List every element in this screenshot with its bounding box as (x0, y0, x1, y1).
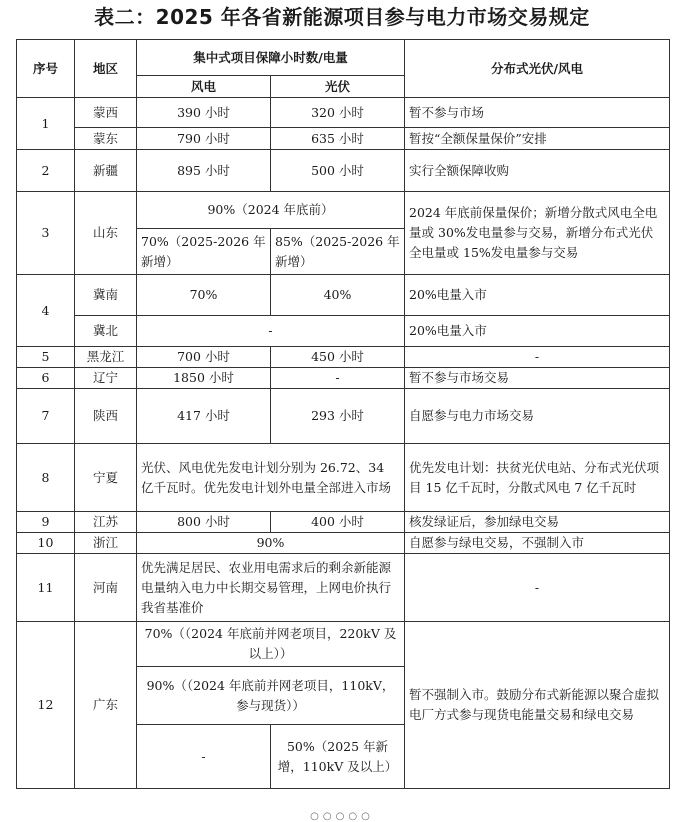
distributed-cell: 20%电量入市 (405, 275, 670, 316)
wind-cell: 390 小时 (137, 98, 271, 128)
table-row (17, 444, 670, 512)
region-cell: 冀南 (75, 275, 137, 316)
table-row (17, 192, 670, 229)
merged-centralized-cell: 光伏、风电优先发电计划分别为 26.72、34 亿千瓦时。优先发电计划外电量全部进入市场 (137, 444, 405, 512)
market-rules-table (16, 39, 670, 789)
seq-cell: 7 (17, 389, 75, 444)
region-cell: 蒙东 (75, 128, 137, 150)
wind-cell: 800 小时 (137, 512, 271, 533)
distributed-cell: 20%电量入市 (405, 316, 670, 347)
distributed-cell: - (405, 554, 670, 622)
header-wind: 风电 (137, 76, 271, 98)
table-row (17, 554, 670, 622)
solar-cell: 635 小时 (271, 128, 405, 150)
merged-centralized-cell: 90% (137, 533, 405, 554)
seq-cell: 9 (17, 512, 75, 533)
region-cell: 陕西 (75, 389, 137, 444)
wind-cell: 700 小时 (137, 347, 271, 368)
table-row (17, 368, 670, 389)
distributed-cell: - (405, 347, 670, 368)
wind-cell: 895 小时 (137, 150, 271, 192)
seq-cell: 11 (17, 554, 75, 622)
region-cell: 冀北 (75, 316, 137, 347)
header-solar: 光伏 (271, 76, 405, 98)
seq-cell: 6 (17, 368, 75, 389)
seq-cell: 2 (17, 150, 75, 192)
table-row (17, 128, 670, 150)
distributed-cell: 优先发电计划：扶贫光伏电站、分布式光伏项目 15 亿千瓦时，分散式风电 7 亿千瓦时 (405, 444, 670, 512)
distributed-cell: 核发绿证后，参加绿电交易 (405, 512, 670, 533)
merged-centralized-cell: 70%（（2024 年底前并网老项目，220kV 及以上）） (137, 622, 405, 667)
region-cell: 黑龙江 (75, 347, 137, 368)
solar-cell: - (271, 368, 405, 389)
table-row (17, 533, 670, 554)
distributed-cell: 暂按“全额保量保价”安排 (405, 128, 670, 150)
table-row (17, 98, 670, 128)
table-row (17, 347, 670, 368)
seq-cell: 5 (17, 347, 75, 368)
wind-cell: 790 小时 (137, 128, 271, 150)
seq-cell: 4 (17, 275, 75, 347)
seq-cell: 8 (17, 444, 75, 512)
region-cell: 广东 (75, 622, 137, 789)
solar-cell: 293 小时 (271, 389, 405, 444)
header-distributed: 分布式光伏/风电 (405, 40, 670, 98)
distributed-cell: 实行全额保障收购 (405, 150, 670, 192)
solar-cell: 40% (271, 275, 405, 316)
seq-cell: 12 (17, 622, 75, 789)
region-cell: 蒙西 (75, 98, 137, 128)
region-cell: 宁夏 (75, 444, 137, 512)
table-row (17, 275, 670, 316)
wind-cell: - (137, 725, 271, 789)
table-row (17, 622, 670, 667)
decorative-dots: ○○○○○ (310, 811, 374, 822)
region-cell: 河南 (75, 554, 137, 622)
table-row (17, 150, 670, 192)
solar-cell: 500 小时 (271, 150, 405, 192)
region-cell: 新疆 (75, 150, 137, 192)
merged-centralized-cell: - (137, 316, 405, 347)
seq-cell: 3 (17, 192, 75, 275)
solar-cell: 450 小时 (271, 347, 405, 368)
merged-centralized-cell: 90%（2024 年底前） (137, 192, 405, 229)
wind-cell: 417 小时 (137, 389, 271, 444)
solar-cell: 400 小时 (271, 512, 405, 533)
merged-centralized-cell: 90%（（2024 年底前并网老项目，110kV，参与现货）） (137, 667, 405, 725)
region-cell: 山东 (75, 192, 137, 275)
header-centralized: 集中式项目保障小时数/电量 (137, 40, 405, 76)
solar-cell: 50%（2025 年新增，110kV 及以上） (271, 725, 405, 789)
wind-cell: 70% (137, 275, 271, 316)
seq-cell: 1 (17, 98, 75, 150)
merged-centralized-cell: 优先满足居民、农业用电需求后的剩余新能源电量纳入电力中长期交易管理，上网电价执行我省基准价 (137, 554, 405, 622)
header-seq: 序号 (17, 40, 75, 98)
solar-cell: 320 小时 (271, 98, 405, 128)
wind-cell: 1850 小时 (137, 368, 271, 389)
table-row (17, 316, 670, 347)
distributed-cell: 自愿参与电力市场交易 (405, 389, 670, 444)
distributed-cell: 2024 年底前保量保价；新增分散式风电全电量或 30%发电量参与交易，新增分布式光伏全电量或 15%发电量参与交易 (405, 192, 670, 275)
region-cell: 江苏 (75, 512, 137, 533)
region-cell: 浙江 (75, 533, 137, 554)
table-row (17, 389, 670, 444)
distributed-cell: 暂不强制入市。鼓励分布式新能源以聚合虚拟电厂方式参与现货电能量交易和绿电交易 (405, 622, 670, 789)
distributed-cell: 暂不参与市场 (405, 98, 670, 128)
solar-cell: 85%（2025-2026 年新增） (271, 229, 405, 275)
page-title: 表二：2025 年各省新能源项目参与电力市场交易规定 (94, 5, 590, 29)
seq-cell: 10 (17, 533, 75, 554)
distributed-cell: 暂不参与市场交易 (405, 368, 670, 389)
table-row (17, 512, 670, 533)
region-cell: 辽宁 (75, 368, 137, 389)
wind-cell: 70%（2025-2026 年新增） (137, 229, 271, 275)
header-region: 地区 (75, 40, 137, 98)
distributed-cell: 自愿参与绿电交易，不强制入市 (405, 533, 670, 554)
